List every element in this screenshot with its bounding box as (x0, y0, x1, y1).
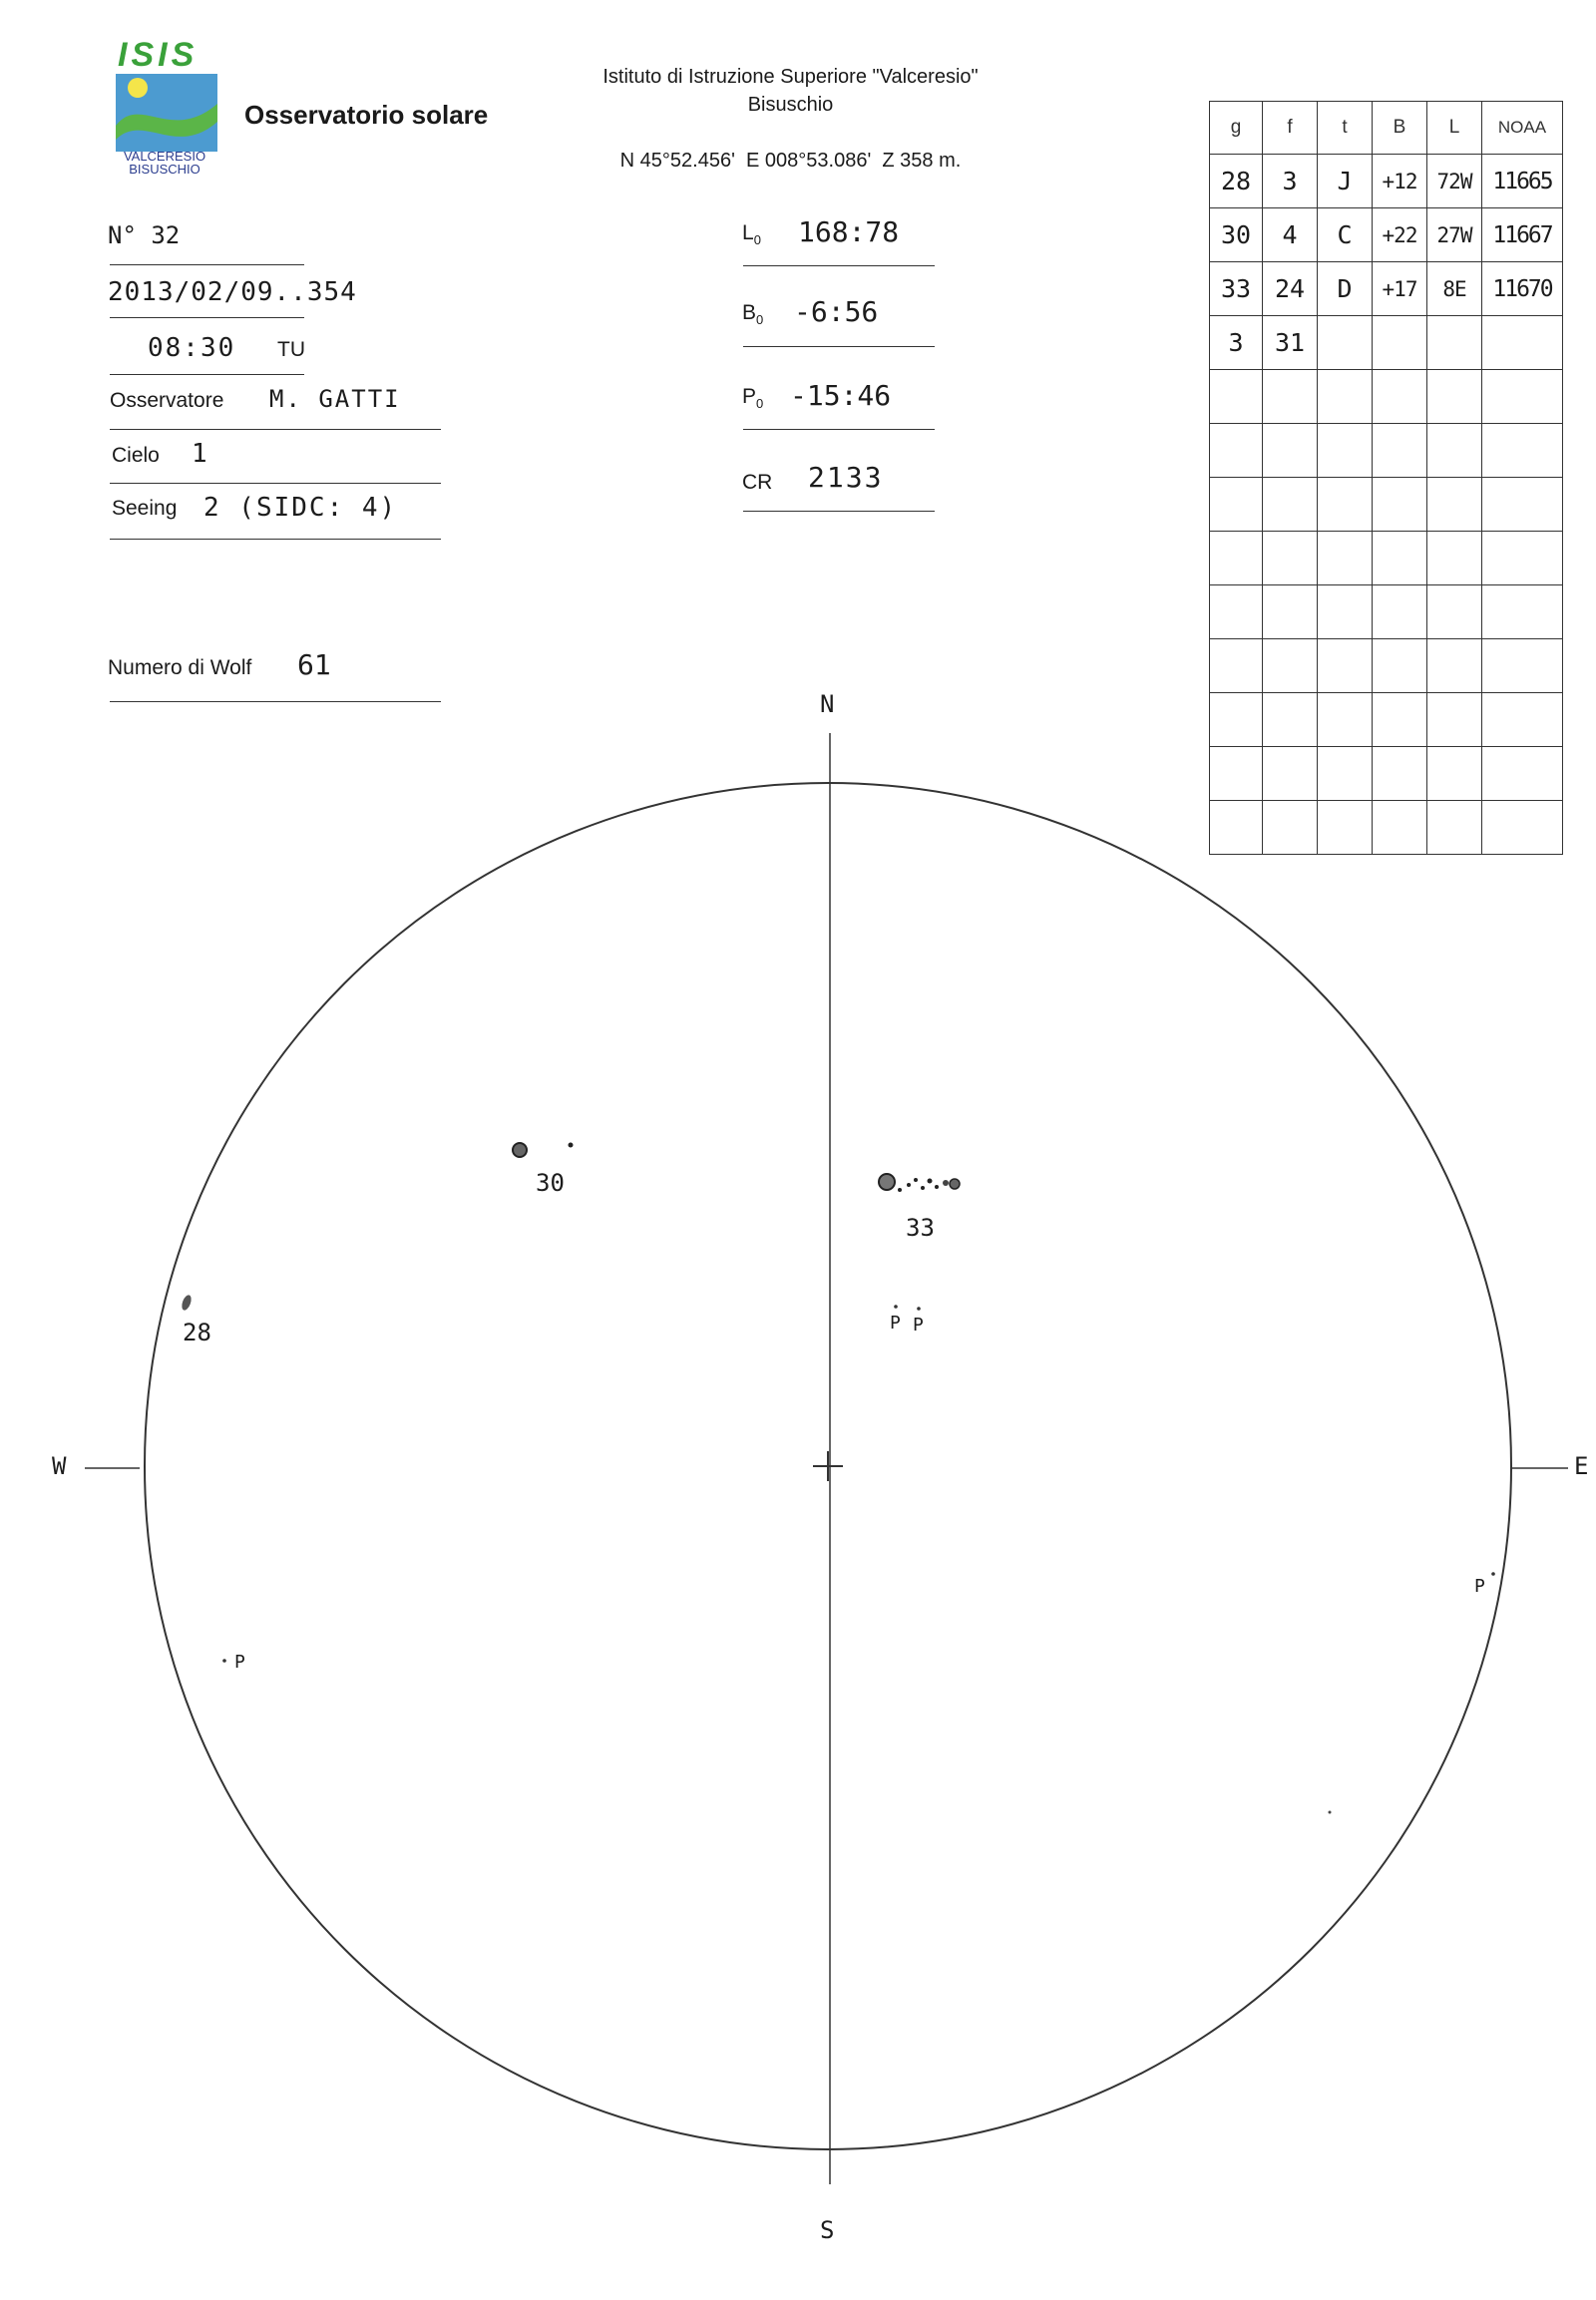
cell-spots: 3 (1263, 155, 1318, 208)
institute-name: Istituto di Istruzione Superiore "Valceresio" (602, 66, 979, 88)
observer-name: M. GATTI (269, 385, 401, 413)
cell-latitude: +22 (1373, 208, 1427, 262)
wolf-number: 61 (297, 648, 331, 681)
facula-dot-4 (1491, 1572, 1495, 1576)
p0-value: -15:46 (790, 379, 892, 412)
group-30-label: 30 (536, 1169, 565, 1197)
north-label: N (820, 690, 835, 718)
observatory-coordinates: N 45°52.456' E 008°53.086' Z 358 m. (619, 150, 962, 172)
observation-time: 08:30 (148, 333, 236, 363)
logo-caption-2: BISUSCHIO (129, 162, 200, 177)
page-title: Osservatorio solare (244, 100, 489, 130)
cell-longitude: 8E (1427, 262, 1482, 316)
cell-noaa: 11667 (1482, 208, 1563, 262)
sunspot-group-33 (879, 1174, 960, 1192)
logo-caption-1: VALCERESIO (123, 149, 206, 164)
b0-label: $B_0$ (742, 301, 764, 328)
time-unit: TU (277, 338, 305, 361)
cr-label: CR (742, 471, 773, 494)
sky-value: 1 (192, 439, 207, 469)
record-number: N° 32 (108, 221, 181, 249)
sky-label: Cielo (112, 444, 160, 467)
facula-label-4: P (1474, 1576, 1485, 1597)
facula-dot-2 (917, 1307, 921, 1311)
col-header-t: t (1318, 102, 1373, 155)
cell-longitude: 72W (1427, 155, 1482, 208)
l0-label: $L_0$ (742, 221, 761, 248)
west-label: W (52, 1452, 67, 1480)
p0-label: $P_0$ (742, 385, 764, 412)
col-header-g: g (1210, 102, 1263, 155)
group-28-label: 28 (183, 1319, 211, 1346)
cell-group: 33 (1210, 262, 1263, 316)
facula-label-3: P (234, 1652, 245, 1673)
wolf-label: Numero di Wolf (108, 656, 252, 679)
sunspot-28 (181, 1294, 194, 1312)
institute-town: Bisuschio (747, 94, 834, 116)
col-header-noaa: NOAA (1482, 102, 1563, 155)
seeing-value: 2 (SIDC: 4) (203, 493, 398, 523)
col-header-f: f (1263, 102, 1318, 155)
cell-type: D (1318, 262, 1373, 316)
speck-1 (1329, 1811, 1332, 1814)
observer-label: Osservatore (110, 389, 224, 412)
facula-dot-3 (222, 1659, 226, 1663)
observation-date: 2013/02/09..354 (108, 277, 357, 307)
cell-spots: 31 (1263, 316, 1318, 370)
cell-noaa: 11665 (1482, 155, 1563, 208)
cell-group: 28 (1210, 155, 1263, 208)
facula-dot-1 (894, 1305, 898, 1309)
cell-latitude: +12 (1373, 155, 1427, 208)
cell-longitude: 27W (1427, 208, 1482, 262)
group-33-label: 33 (906, 1214, 935, 1242)
seeing-label: Seeing (112, 497, 178, 520)
isis-logo-text: ISIS (118, 36, 199, 74)
cr-value: 2133 (808, 461, 884, 494)
cell-spots: 24 (1263, 262, 1318, 316)
cell-group: 30 (1210, 208, 1263, 262)
col-header-b: B (1373, 102, 1427, 155)
cell-noaa: 11670 (1482, 262, 1563, 316)
l0-value: 168:78 (798, 215, 900, 248)
east-label: E (1574, 1452, 1589, 1480)
south-label: S (820, 2216, 835, 2244)
b0-value: -6:56 (794, 295, 879, 328)
col-header-l: L (1427, 102, 1482, 155)
sunspot-30-small (569, 1143, 574, 1148)
cell-group: 3 (1210, 316, 1263, 370)
cell-spots: 4 (1263, 208, 1318, 262)
facula-label-1: P (890, 1313, 901, 1334)
cell-latitude: +17 (1373, 262, 1427, 316)
sunspot-30-main (513, 1143, 527, 1157)
cell-type: C (1318, 208, 1373, 262)
facula-label-2: P (913, 1315, 924, 1336)
cell-type: J (1318, 155, 1373, 208)
